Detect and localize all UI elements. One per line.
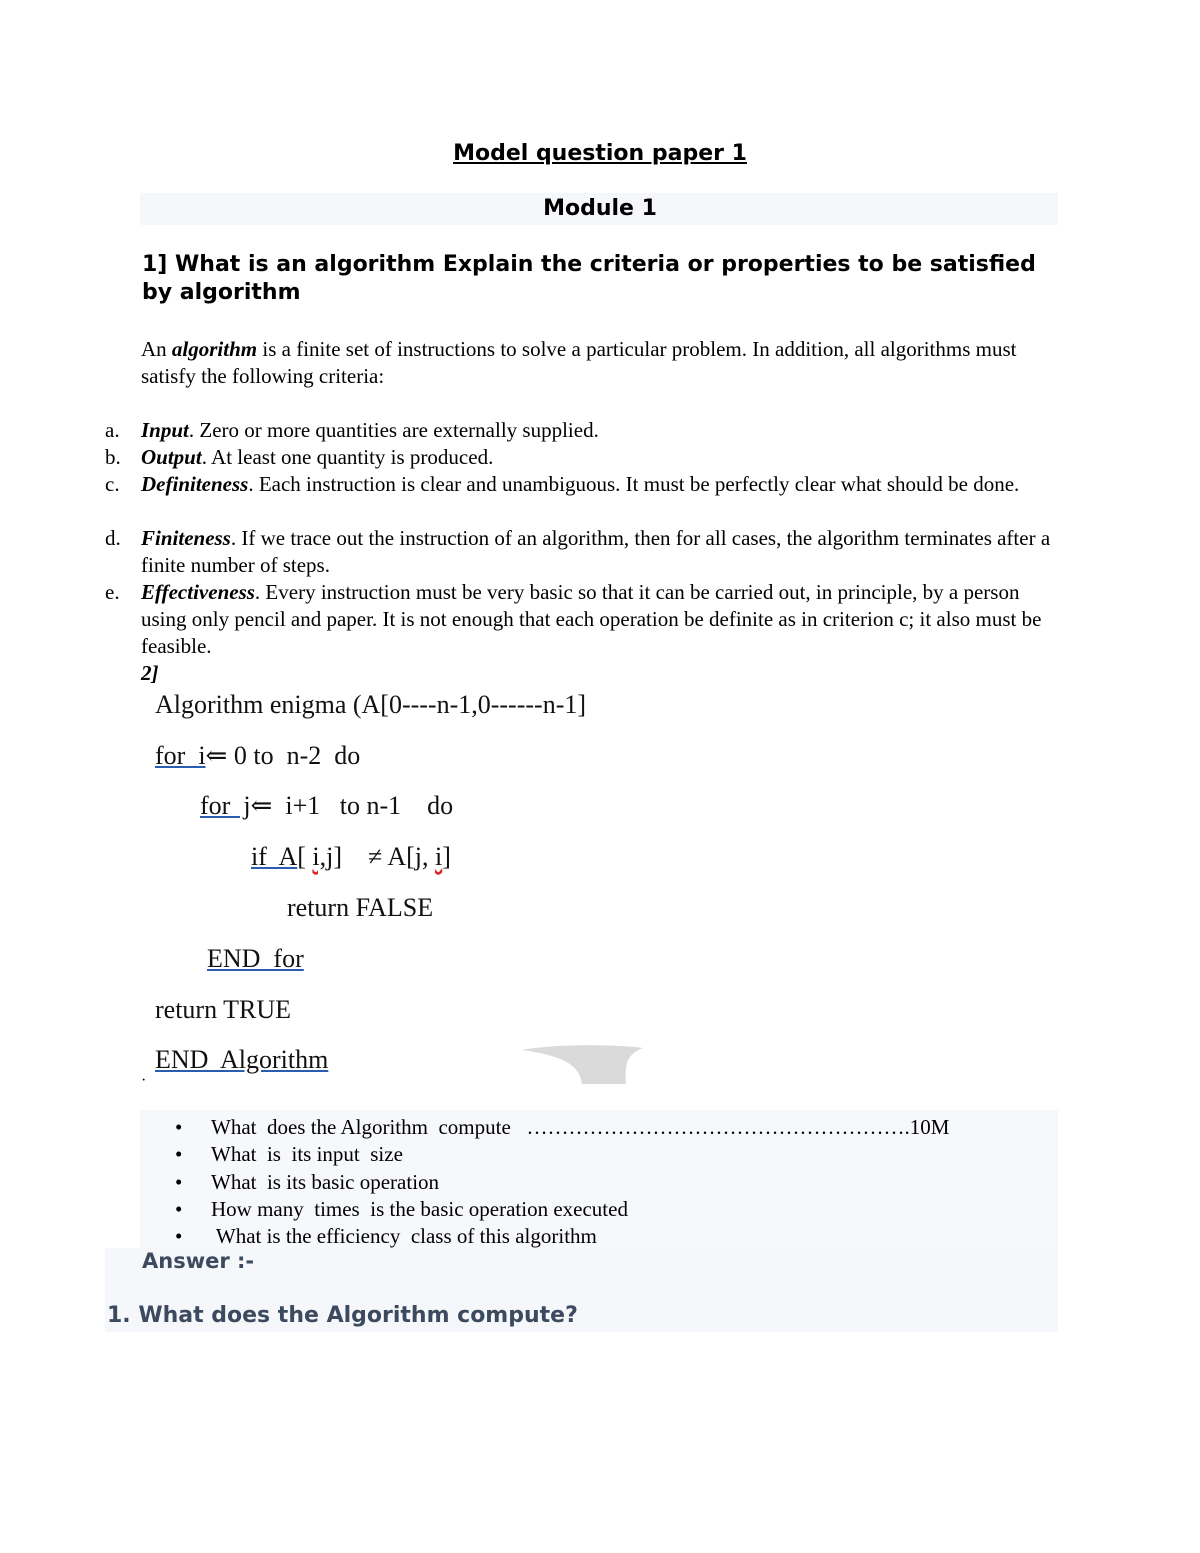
if-close: ]: [442, 842, 451, 871]
criterion-marker: a.: [105, 418, 120, 442]
algorithm-line-end-for: END for: [207, 944, 304, 973]
intro-term: algorithm: [171, 337, 258, 361]
algorithm-line-header: Algorithm enigma (A[0----n-1,0------n-1]: [155, 690, 587, 719]
bullet-icon: •: [175, 1170, 183, 1194]
criterion-text: . Zero or more quantities are externally supplied.: [188, 418, 599, 442]
criterion-marker: c.: [105, 472, 120, 496]
if-compare: ] ≠ A[j,: [333, 842, 436, 871]
intro-paragraph: [141, 336, 1021, 390]
bullet-icon: •: [175, 1142, 183, 1166]
bullet-icon: •: [175, 1224, 183, 1248]
criterion-marker: d.: [105, 526, 121, 550]
criterion-marker: b.: [105, 445, 121, 469]
question-2-label: 2]: [141, 661, 159, 685]
module-heading: Module 1: [543, 196, 657, 221]
algorithm-line-return-false: return FALSE: [287, 893, 434, 922]
for-keyword: for j: [200, 791, 251, 820]
algorithm-line-inner-for: [200, 791, 453, 821]
criterion-term: Effectiveness: [141, 580, 255, 604]
if-keyword: if A: [251, 842, 298, 871]
for-range: i+1 to n-1 do: [272, 791, 454, 820]
question-text: What is its input size: [211, 1142, 403, 1166]
scan-smudge: [520, 1044, 645, 1086]
question-1-heading: 1] What is an algorithm Explain the criteria or properties to be satisfied by algorithm: [142, 252, 1036, 305]
answer-question-heading: 1. What does the Algorithm compute?: [107, 1303, 578, 1328]
assign-arrow-icon: ⇐: [205, 741, 228, 770]
for-range: 0 to n-2 do: [227, 741, 361, 770]
criterion-term: Input: [141, 418, 189, 442]
question-text: What does the Algorithm compute ……………………………………………….10M: [211, 1115, 950, 1139]
bullet-icon: •: [175, 1197, 183, 1221]
for-keyword: for i: [155, 741, 206, 770]
answer-label: Answer :-: [142, 1249, 255, 1273]
criterion-marker: e.: [105, 580, 120, 604]
question-text: How many times is the basic operation executed: [211, 1197, 628, 1221]
criterion-term: Definiteness: [141, 472, 249, 496]
index-i: i: [435, 842, 443, 871]
index-ij: i,j: [312, 842, 334, 871]
intro-before: An: [141, 337, 172, 361]
criterion-text: . Each instruction is clear and unambiguous. It must be perfectly clear what should be done.: [248, 472, 1020, 496]
intro-after: is a finite set of instructions to solve a particular problem. In addition, all algorithms must satisfy the following criteria:: [141, 337, 1017, 388]
algorithm-line-outer-for: [155, 741, 360, 771]
criterion-term: Output: [141, 445, 202, 469]
bullet-icon: •: [175, 1115, 183, 1139]
algorithm-line-if: [251, 842, 451, 872]
if-bracket: [: [297, 842, 313, 871]
question-text: What is its basic operation: [211, 1170, 440, 1194]
stray-dot: ·: [141, 1072, 147, 1089]
page-title: Model question paper 1: [453, 141, 747, 166]
criterion-text: . Every instruction must be very basic so that it can be carried out, in principle, by a person using only pencil and paper. It is not enough that each operation be definite as in criterion c; it also must be feasible.: [141, 580, 1042, 658]
criterion-term: Finiteness: [141, 526, 231, 550]
algorithm-line-return-true: return TRUE: [155, 995, 291, 1024]
question-text: What is the efficiency class of this algorithm: [211, 1224, 597, 1248]
criterion-text: . At least one quantity is produced.: [201, 445, 494, 469]
algorithm-line-end-algorithm: END Algorithm: [155, 1045, 329, 1074]
criterion-text: . If we trace out the instruction of an algorithm, then for all cases, the algorithm terminates after a finite number of steps.: [141, 526, 1051, 577]
assign-arrow-icon: ⇐: [250, 791, 273, 820]
